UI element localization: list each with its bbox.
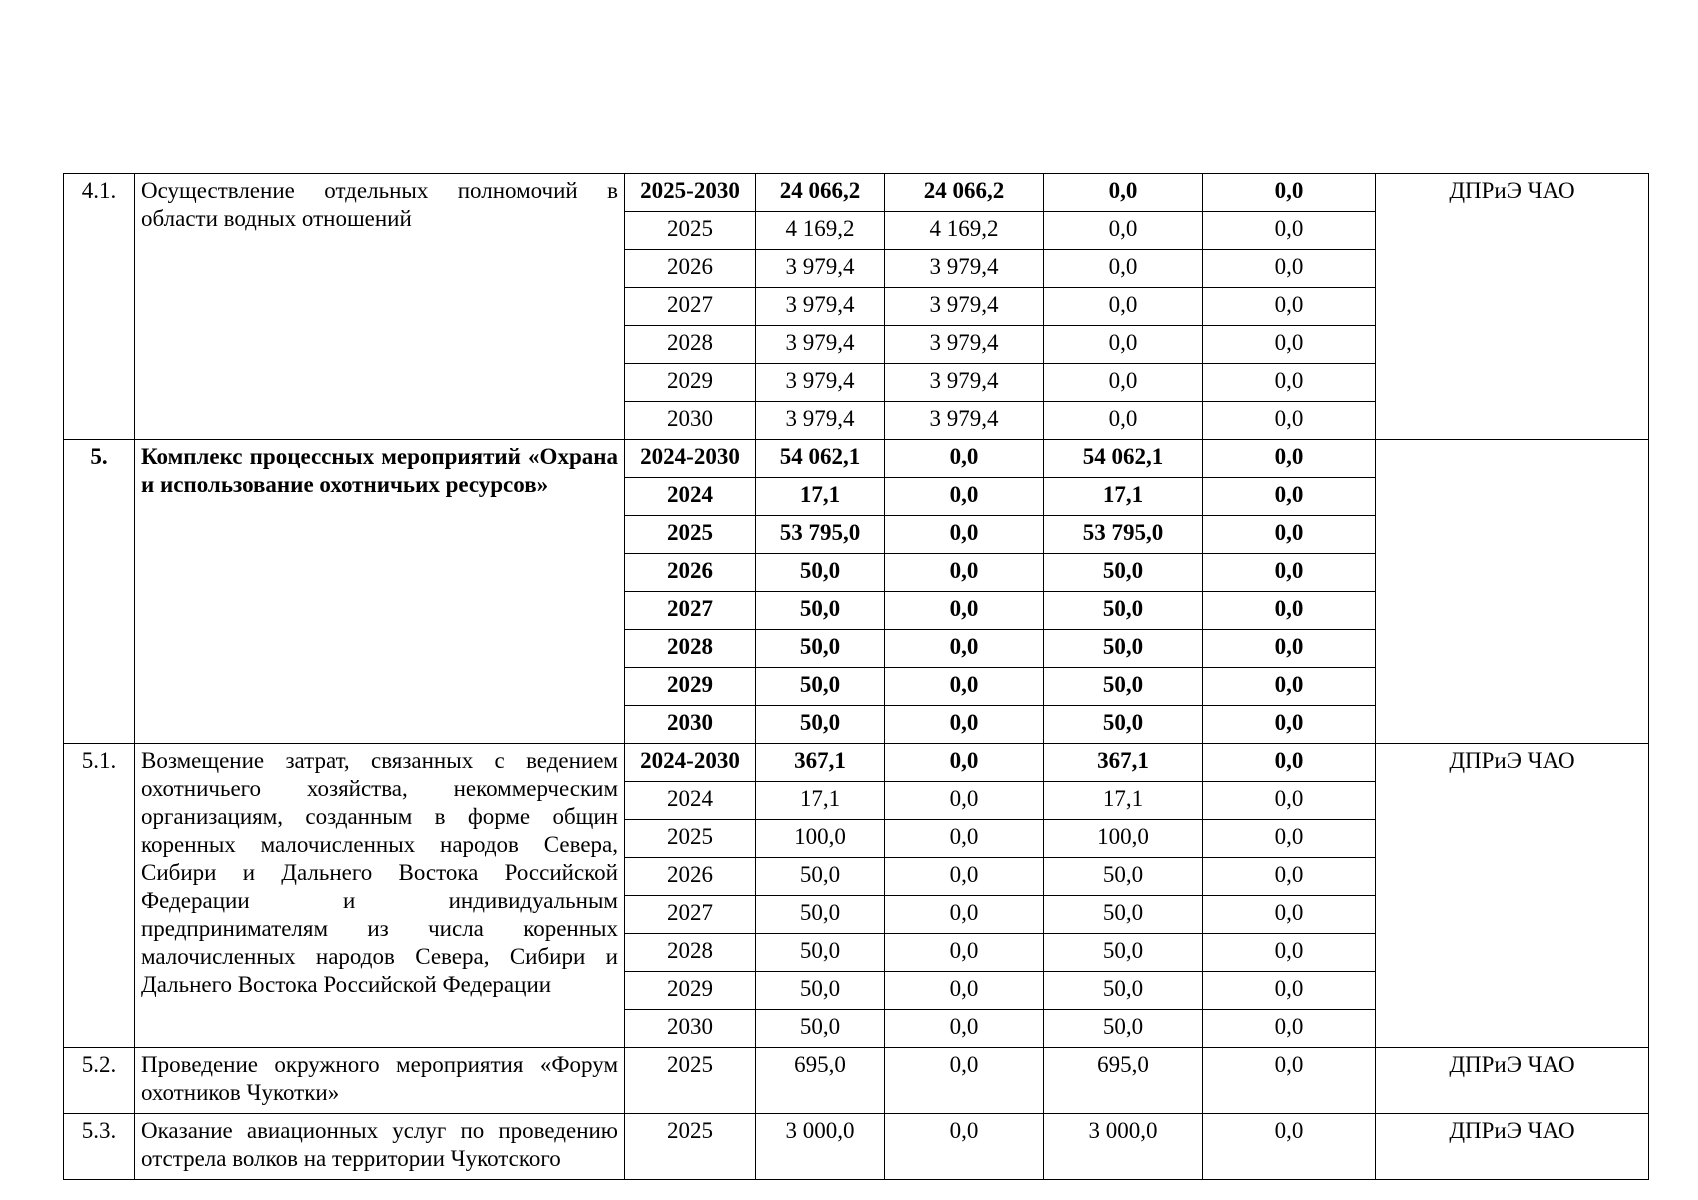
amount-cell-c1: 50,0 (756, 592, 885, 630)
amount-cell-c3: 17,1 (1044, 478, 1203, 516)
amount-cell-c4: 0,0 (1203, 288, 1376, 326)
amount-cell-c4: 0,0 (1203, 744, 1376, 782)
item-name: Оказание авиационных услуг по проведению отстрела волков на территории Чукотского (135, 1114, 625, 1180)
period-cell: 2024-2030 (625, 440, 756, 478)
amount-cell-c4: 0,0 (1203, 896, 1376, 934)
amount-cell-c3: 0,0 (1044, 288, 1203, 326)
amount-cell-c4: 0,0 (1203, 516, 1376, 554)
amount-cell-c2: 0,0 (885, 820, 1044, 858)
table-row (64, 1114, 1649, 1180)
amount-cell-c4: 0,0 (1203, 592, 1376, 630)
period-cell: 2025 (625, 820, 756, 858)
table-row (64, 440, 1649, 478)
item-number: 5.1. (64, 744, 135, 1048)
amount-cell-c1: 50,0 (756, 896, 885, 934)
amount-cell-c3: 367,1 (1044, 744, 1203, 782)
amount-cell-c4: 0,0 (1203, 440, 1376, 478)
amount-cell-c2: 0,0 (885, 630, 1044, 668)
amount-cell-c1: 3 979,4 (756, 364, 885, 402)
amount-cell-c4: 0,0 (1203, 934, 1376, 972)
amount-cell-c2: 0,0 (885, 972, 1044, 1010)
amount-cell-c2: 3 979,4 (885, 288, 1044, 326)
amount-cell-c2: 0,0 (885, 440, 1044, 478)
amount-cell-c4: 0,0 (1203, 212, 1376, 250)
amount-cell-c3: 0,0 (1044, 174, 1203, 212)
period-cell: 2025 (625, 212, 756, 250)
amount-cell-c2: 4 169,2 (885, 212, 1044, 250)
amount-cell-c1: 53 795,0 (756, 516, 885, 554)
amount-cell-c2: 0,0 (885, 516, 1044, 554)
amount-cell-c3: 54 062,1 (1044, 440, 1203, 478)
amount-cell-c1: 50,0 (756, 706, 885, 744)
item-number: 5.2. (64, 1048, 135, 1114)
item-name: Проведение окружного мероприятия «Форум охотников Чукотки» (135, 1048, 625, 1114)
amount-cell-c4: 0,0 (1203, 478, 1376, 516)
amount-cell-c1: 50,0 (756, 858, 885, 896)
amount-cell-c4: 0,0 (1203, 364, 1376, 402)
table-row (64, 744, 1649, 782)
amount-cell-c1: 17,1 (756, 782, 885, 820)
amount-cell-c1: 17,1 (756, 478, 885, 516)
period-cell: 2026 (625, 250, 756, 288)
amount-cell-c3: 50,0 (1044, 858, 1203, 896)
amount-cell-c4: 0,0 (1203, 706, 1376, 744)
amount-cell-c2: 0,0 (885, 744, 1044, 782)
amount-cell-c2: 0,0 (885, 478, 1044, 516)
item-number: 5.3. (64, 1114, 135, 1180)
amount-cell-c3: 17,1 (1044, 782, 1203, 820)
budget-table (63, 173, 1649, 1180)
amount-cell-c2: 0,0 (885, 668, 1044, 706)
amount-cell-c1: 3 979,4 (756, 250, 885, 288)
amount-cell-c3: 695,0 (1044, 1048, 1203, 1114)
amount-cell-c3: 50,0 (1044, 554, 1203, 592)
amount-cell-c2: 3 979,4 (885, 364, 1044, 402)
amount-cell-c1: 3 000,0 (756, 1114, 885, 1180)
amount-cell-c3: 0,0 (1044, 364, 1203, 402)
amount-cell-c3: 100,0 (1044, 820, 1203, 858)
period-cell: 2026 (625, 858, 756, 896)
amount-cell-c4: 0,0 (1203, 402, 1376, 440)
amount-cell-c4: 0,0 (1203, 858, 1376, 896)
amount-cell-c3: 50,0 (1044, 1010, 1203, 1048)
period-cell: 2027 (625, 288, 756, 326)
amount-cell-c2: 24 066,2 (885, 174, 1044, 212)
amount-cell-c1: 3 979,4 (756, 288, 885, 326)
amount-cell-c2: 3 979,4 (885, 326, 1044, 364)
amount-cell-c3: 50,0 (1044, 592, 1203, 630)
period-cell: 2027 (625, 896, 756, 934)
amount-cell-c2: 0,0 (885, 1114, 1044, 1180)
amount-cell-c1: 695,0 (756, 1048, 885, 1114)
amount-cell-c2: 0,0 (885, 1048, 1044, 1114)
amount-cell-c1: 50,0 (756, 668, 885, 706)
executor-cell: ДПРиЭ ЧАО (1376, 1048, 1649, 1114)
amount-cell-c4: 0,0 (1203, 820, 1376, 858)
amount-cell-c4: 0,0 (1203, 1048, 1376, 1114)
executor-cell (1376, 440, 1649, 744)
budget-table-body (64, 174, 1649, 1180)
period-cell: 2028 (625, 934, 756, 972)
period-cell: 2024-2030 (625, 744, 756, 782)
period-cell: 2025 (625, 1048, 756, 1114)
amount-cell-c4: 0,0 (1203, 326, 1376, 364)
item-name: Возмещение затрат, связанных с ведением охотничьего хозяйства, некоммерческим организациям, созданным в форме общин коренных малочисленных народов Севера, Сибири и Дальнего Востока Российской Федерации и индивидуальным предпринимателям из числа коренных малочисленных народов Севера, Сибири и Дальнего Востока Российской Федерации (135, 744, 625, 1048)
period-cell: 2030 (625, 706, 756, 744)
amount-cell-c4: 0,0 (1203, 1010, 1376, 1048)
amount-cell-c3: 0,0 (1044, 250, 1203, 288)
amount-cell-c1: 4 169,2 (756, 212, 885, 250)
amount-cell-c1: 50,0 (756, 1010, 885, 1048)
amount-cell-c3: 50,0 (1044, 972, 1203, 1010)
amount-cell-c4: 0,0 (1203, 972, 1376, 1010)
amount-cell-c2: 0,0 (885, 592, 1044, 630)
period-cell: 2029 (625, 668, 756, 706)
amount-cell-c1: 24 066,2 (756, 174, 885, 212)
amount-cell-c1: 3 979,4 (756, 402, 885, 440)
item-number: 4.1. (64, 174, 135, 440)
amount-cell-c3: 53 795,0 (1044, 516, 1203, 554)
amount-cell-c1: 54 062,1 (756, 440, 885, 478)
amount-cell-c4: 0,0 (1203, 668, 1376, 706)
amount-cell-c3: 50,0 (1044, 896, 1203, 934)
period-cell: 2030 (625, 1010, 756, 1048)
period-cell: 2026 (625, 554, 756, 592)
period-cell: 2025 (625, 1114, 756, 1180)
period-cell: 2024 (625, 782, 756, 820)
period-cell: 2025 (625, 516, 756, 554)
amount-cell-c2: 0,0 (885, 554, 1044, 592)
period-cell: 2030 (625, 402, 756, 440)
amount-cell-c4: 0,0 (1203, 630, 1376, 668)
amount-cell-c4: 0,0 (1203, 554, 1376, 592)
period-cell: 2025-2030 (625, 174, 756, 212)
period-cell: 2024 (625, 478, 756, 516)
table-row (64, 1048, 1649, 1114)
amount-cell-c3: 50,0 (1044, 668, 1203, 706)
item-name: Комплекс процессных мероприятий «Охрана и использование охотничьих ресурсов» (135, 440, 625, 744)
amount-cell-c3: 50,0 (1044, 934, 1203, 972)
amount-cell-c2: 0,0 (885, 858, 1044, 896)
amount-cell-c1: 50,0 (756, 972, 885, 1010)
amount-cell-c2: 0,0 (885, 896, 1044, 934)
amount-cell-c2: 0,0 (885, 934, 1044, 972)
item-number: 5. (64, 440, 135, 744)
amount-cell-c3: 50,0 (1044, 706, 1203, 744)
amount-cell-c4: 0,0 (1203, 250, 1376, 288)
amount-cell-c3: 50,0 (1044, 630, 1203, 668)
amount-cell-c1: 367,1 (756, 744, 885, 782)
amount-cell-c3: 3 000,0 (1044, 1114, 1203, 1180)
amount-cell-c4: 0,0 (1203, 174, 1376, 212)
period-cell: 2028 (625, 630, 756, 668)
period-cell: 2029 (625, 364, 756, 402)
period-cell: 2027 (625, 592, 756, 630)
amount-cell-c2: 0,0 (885, 706, 1044, 744)
item-name: Осуществление отдельных полномочий в области водных отношений (135, 174, 625, 440)
amount-cell-c3: 0,0 (1044, 212, 1203, 250)
amount-cell-c2: 3 979,4 (885, 402, 1044, 440)
period-cell: 2029 (625, 972, 756, 1010)
amount-cell-c2: 0,0 (885, 1010, 1044, 1048)
period-cell: 2028 (625, 326, 756, 364)
executor-cell: ДПРиЭ ЧАО (1376, 174, 1649, 440)
executor-cell: ДПРиЭ ЧАО (1376, 1114, 1649, 1180)
table-row (64, 174, 1649, 212)
amount-cell-c3: 0,0 (1044, 326, 1203, 364)
amount-cell-c1: 50,0 (756, 630, 885, 668)
amount-cell-c2: 0,0 (885, 782, 1044, 820)
amount-cell-c4: 0,0 (1203, 782, 1376, 820)
amount-cell-c1: 50,0 (756, 554, 885, 592)
amount-cell-c1: 50,0 (756, 934, 885, 972)
amount-cell-c1: 3 979,4 (756, 326, 885, 364)
amount-cell-c3: 0,0 (1044, 402, 1203, 440)
executor-cell: ДПРиЭ ЧАО (1376, 744, 1649, 1048)
amount-cell-c1: 100,0 (756, 820, 885, 858)
amount-cell-c2: 3 979,4 (885, 250, 1044, 288)
amount-cell-c4: 0,0 (1203, 1114, 1376, 1180)
